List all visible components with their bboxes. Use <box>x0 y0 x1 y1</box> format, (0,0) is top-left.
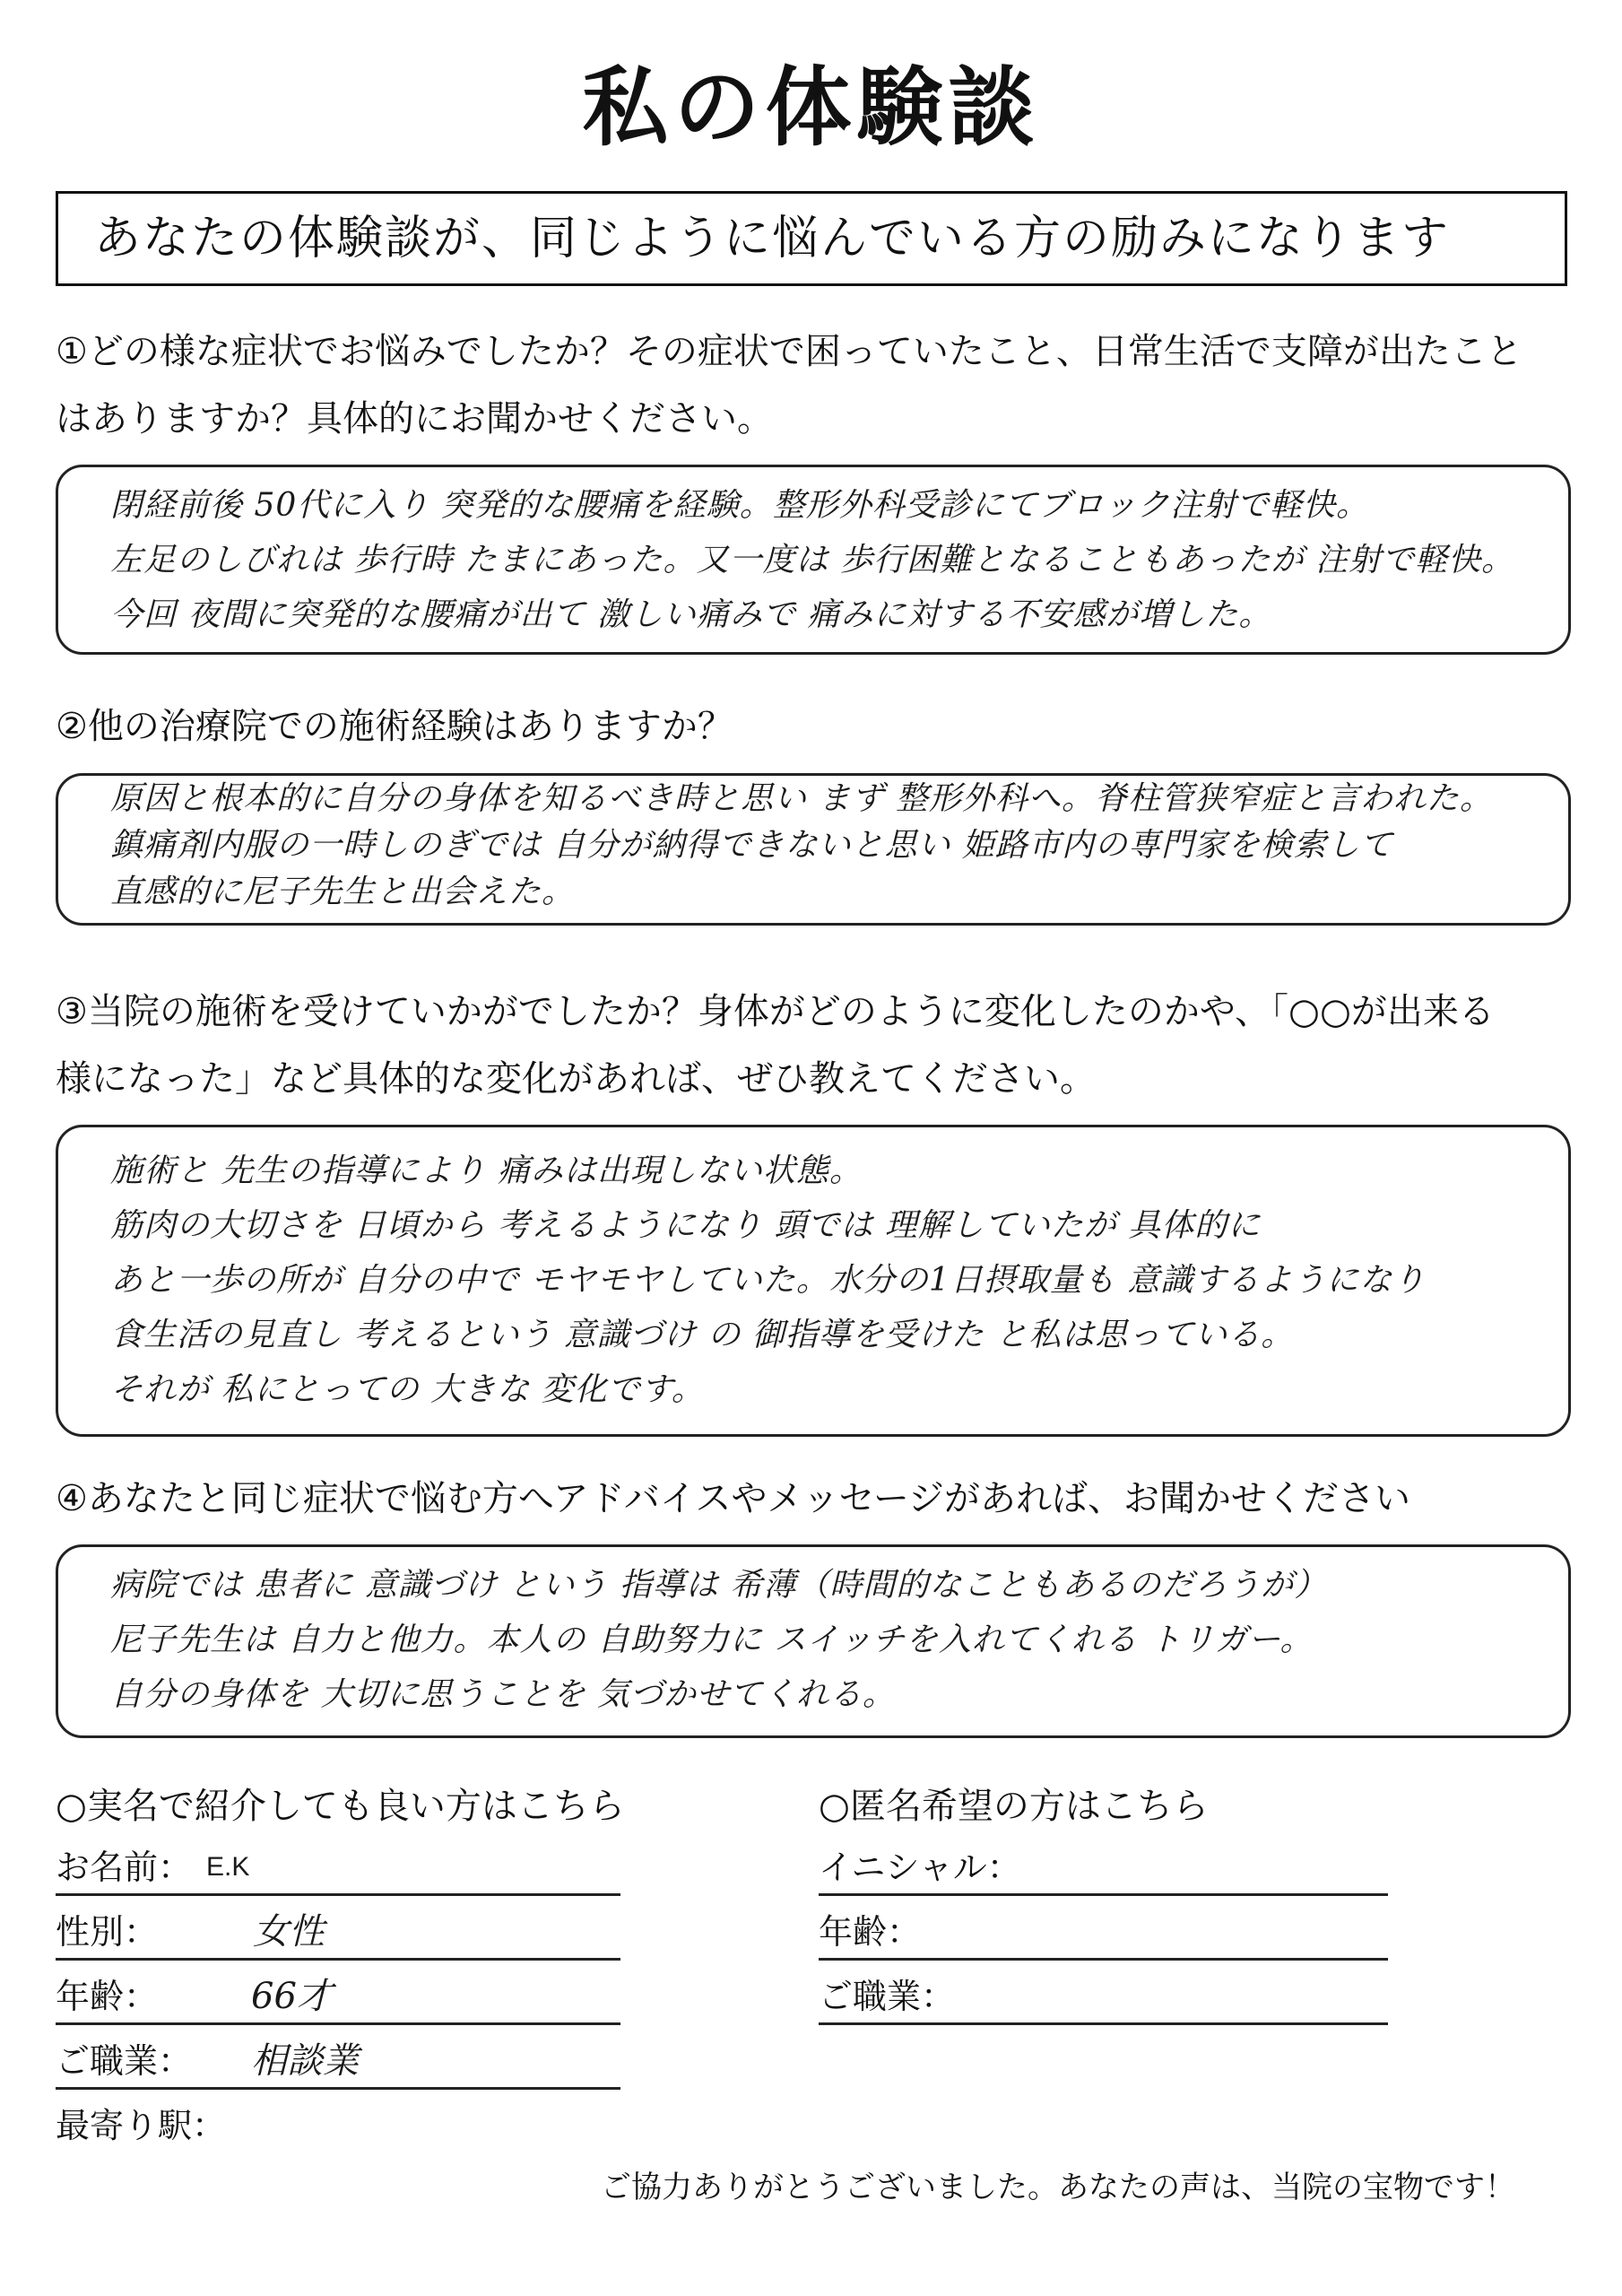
field-label: イニシャル： <box>819 1848 1021 1887</box>
anonymous-heading: ○匿名希望の方はこちら <box>819 1786 1209 1827</box>
field-underline <box>819 1893 1388 1896</box>
question-4 <box>56 1465 1580 1533</box>
question-2 <box>56 693 1580 761</box>
question-line: ①どの様な症状でお悩みでしたか？その症状で困っていたこと、日常生活で支障が出たこと <box>56 331 1522 372</box>
nearest-station-field <box>56 2099 620 2154</box>
field-underline <box>819 1958 1388 1961</box>
anon-occupation-field <box>819 1970 1388 2025</box>
answer-line: 左足のしびれは 歩行時 たまにあった。又一度は 歩行困難となることもあったが 注射で軽快。 <box>110 542 1515 578</box>
thanks-message: ご協力ありがとうございました。あなたの声は、当院の宝物です！ <box>601 2170 1515 2205</box>
field-label: お名前： <box>56 1848 193 1887</box>
field-underline <box>56 1958 620 1961</box>
initials-field <box>819 1840 1388 1896</box>
field-label: ご職業： <box>819 1977 956 2016</box>
answer-box-1 <box>56 465 1571 655</box>
question-line: ②他の治療院での施術経験はありますか？ <box>56 706 733 747</box>
field-value: E.K <box>206 1852 250 1882</box>
answer-line: 自分の身体を 大切に思うことを 気づかせてくれる。 <box>110 1676 896 1713</box>
answer-box-3 <box>56 1125 1571 1437</box>
field-underline <box>56 2087 620 2090</box>
answer-line: 今回 夜間に突発的な腰痛が出て 激しい痛みで 痛みに対する不安感が増した。 <box>110 596 1272 633</box>
gender-field <box>56 1905 620 1961</box>
answer-line: 食生活の見直し 考えるという 意識づけ の 御指導を受けた と私は思っている。 <box>110 1317 1295 1353</box>
field-value: 相談業 <box>251 2040 359 2082</box>
anon-age-field <box>819 1905 1388 1961</box>
answer-line: 直感的に尼子先生と出会えた。 <box>110 874 576 910</box>
real-name-heading: ○実名で紹介しても良い方はこちら <box>56 1786 625 1827</box>
question-3 <box>56 978 1580 1113</box>
field-label: 最寄り駅： <box>56 2106 227 2145</box>
occupation-field <box>56 2034 620 2090</box>
field-label: 性別： <box>56 1912 159 1952</box>
answer-line: 鎮痛剤内服の一時しのぎでは 自分が納得できないと思い 姫路市内の専門家を検索して <box>110 827 1393 864</box>
answer-line: 尼子先生は 自力と他力。本人の 自助努力に スイッチを入れてくれる トリガー。 <box>110 1622 1314 1658</box>
answer-line: 筋肉の大切さを 日頃から 考えるようになり 頭では 理解していたが 具体的に <box>110 1207 1262 1244</box>
field-value: 66才 <box>251 1976 333 2017</box>
answer-line: あと一歩の所が 自分の中で モヤモヤしていた。水分の1日摂取量も 意識するようになり <box>110 1262 1427 1299</box>
field-label: 年齢： <box>56 1977 159 2016</box>
question-line: 様になった」など具体的な変化があれば、ぜひ教えてください。 <box>56 1058 1096 1100</box>
field-value: 女性 <box>253 1911 325 1952</box>
question-1 <box>56 318 1580 453</box>
answer-line: 病院では 患者に 意識づけ という 指導は 希薄（時間的なこともあるのだろうが） <box>110 1567 1328 1604</box>
age-field <box>56 1970 620 2025</box>
answer-line: 施術と 先生の指導により 痛みは出現しない状態。 <box>110 1152 863 1189</box>
field-underline <box>56 1893 620 1896</box>
answer-box-2 <box>56 773 1571 926</box>
name-field <box>56 1840 620 1896</box>
field-underline <box>819 2022 1388 2025</box>
page-title: 私の体験談 <box>582 57 1040 158</box>
field-label: ご職業： <box>56 2041 193 2081</box>
answer-line: 閉経前後 50代に入り 突発的な腰痛を経験。整形外科受診にてブロック注射で軽快。 <box>110 487 1369 524</box>
banner: あなたの体験談が、同じように悩んでいる方の励みになります <box>56 191 1567 286</box>
answer-line: 原因と根本的に自分の身体を知るべき時と思い まず 整形外科へ。脊柱管狭窄症と言われた。 <box>110 780 1493 817</box>
question-line: ④あなたと同じ症状で悩む方へアドバイスやメッセージがあれば、お聞かせください <box>56 1478 1411 1519</box>
question-line: はありますか？具体的にお聞かせください。 <box>56 398 773 439</box>
field-underline <box>56 2022 620 2025</box>
field-label: 年齢： <box>819 1912 922 1952</box>
question-line: ③当院の施術を受けていかがでしたか？身体がどのように変化したのかや、「○○が出来る <box>56 991 1495 1032</box>
answer-line: それが 私にとっての 大きな 変化です。 <box>110 1371 705 1408</box>
answer-box-4 <box>56 1544 1571 1738</box>
